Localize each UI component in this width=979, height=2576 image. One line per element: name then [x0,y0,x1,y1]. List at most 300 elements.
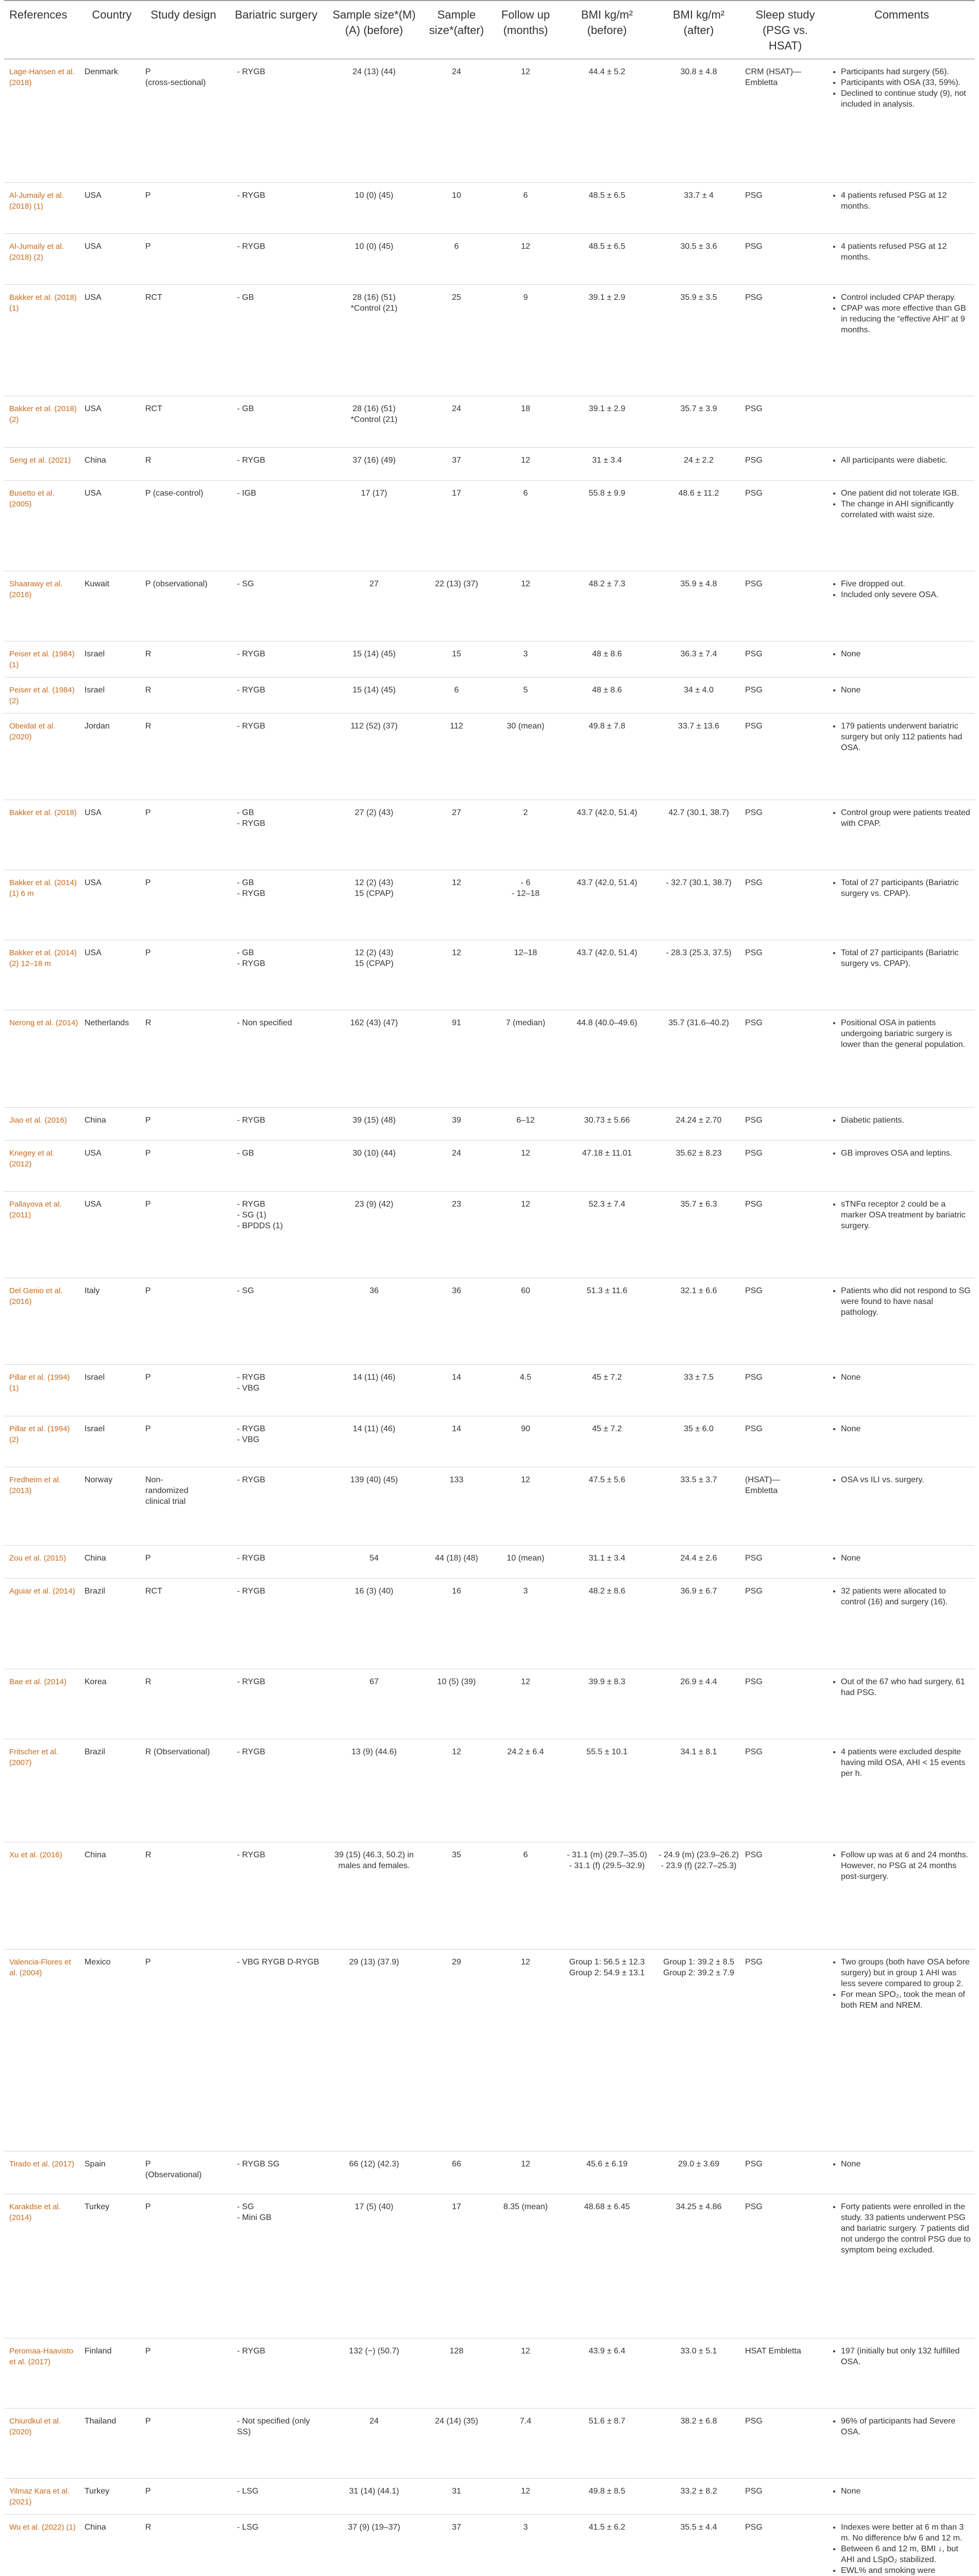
surgery-item: - IGB [237,488,325,499]
surgery-item: - RYGB [237,685,325,696]
sample-before-cell: 24 [328,2408,420,2478]
sample-before-cell: 54 [328,1545,420,1578]
bmi-after-cell: 33.7 ± 4 [655,183,742,234]
reference-link[interactable]: Pillar et al. (1994) (1) [4,1365,81,1416]
bmi-before-cell: 48 ± 8.6 [559,677,655,713]
sleep-study-cell: PSG [742,800,829,870]
comments-cell [829,2478,975,2514]
bmi-before-cell: 48.2 ± 7.3 [559,571,655,641]
comments-list [832,1553,972,1564]
sample-before-cell: 29 (13) (37.9) [328,1949,420,2151]
comment-item: • None [841,1553,972,1564]
reference-link[interactable]: Peromaa-Haavisto et al. (2017) [4,2338,81,2408]
comments-list [832,579,972,600]
comments-list [832,1018,972,1050]
comment-item: • Control group were patients treated with CPAP. [841,807,972,829]
sleep-study-cell: PSG [742,571,829,641]
reference-link[interactable]: Nerong et al. (2014) [4,1010,81,1108]
comments-cell [829,1842,975,1949]
follow-up-cell: 12 [493,1141,559,1192]
reference-link[interactable]: Xu et al. (2016) [4,1842,81,1949]
sample-before-cell: 67 [328,1669,420,1739]
bmi-after-cell: 34.25 ± 4.86 [655,2194,742,2338]
bmi-after-cell: 42.7 (30.1, 38.7) [655,800,742,870]
comment-item: • 32 patients were allocated to control (16) and surgery (16). [841,1586,972,1607]
bmi-before-cell: 48.5 ± 6.5 [559,183,655,234]
col-header-follow-up: Follow up (months) [493,1,559,59]
surgery-item: - RYGB [237,2346,325,2357]
study-design-cell: P (case-control) [142,480,225,571]
study-design-cell: P [142,940,225,1010]
surgery-list [228,2522,325,2533]
study-design-cell: P [142,2408,225,2478]
surgery-item: - LSG [237,2486,325,2497]
sample-before-cell: 15 (14) (45) [328,677,420,713]
table-row [4,1365,975,1416]
comments-list [832,1957,972,2011]
table-body [4,59,975,2576]
surgery-item: - RYGB [237,190,325,201]
comments-cell [829,480,975,571]
country-cell: Jordan [81,714,142,800]
bmi-after-cell: 35 ± 6.0 [655,1416,742,1467]
reference-link[interactable]: Fritscher et al. (2007) [4,1739,81,1842]
surgery-list [228,1423,325,1445]
bariatric-surgery-cell [225,1949,328,2151]
study-design-cell: P [142,1545,225,1578]
sample-after-cell: 37 [420,2515,493,2576]
reference-link[interactable]: Obeidat et al. (2020) [4,714,81,800]
sample-after-cell: 6 [420,234,493,285]
reference-link[interactable]: Seng et al. (2021) [4,447,81,480]
bmi-before-cell: 49.8 ± 8.5 [559,2478,655,2514]
bmi-before-cell: 39.1 ± 2.9 [559,396,655,447]
sleep-study-cell: PSG [742,447,829,480]
surgery-item: - GB [237,292,325,303]
follow-up-cell: 24.2 ± 6.4 [493,1739,559,1842]
bmi-after-cell: - 28.3 (25.3, 37.5) [655,940,742,1010]
follow-up-cell: 3 [493,2515,559,2576]
country-cell: Turkey [81,2194,142,2338]
sample-after-cell: 6 [420,677,493,713]
follow-up-cell: 6 [493,183,559,234]
surgery-item: - RYGB [237,1553,325,1564]
reference-link[interactable]: Valencia-Flores et al. (2004) [4,1949,81,2151]
country-cell: USA [81,1192,142,1278]
surgery-list [228,488,325,499]
comment-item: • For mean SPO₂, took the mean of both REM and NREM. [841,1989,972,2011]
comment-item: • Positional OSA in patients undergoing bariatric surgery is lower than the general population. [841,1018,972,1050]
sample-after-cell: 24 [420,1141,493,1192]
surgery-item: - RYGB [237,1586,325,1597]
bmi-after-cell: 36.3 ± 7.4 [655,641,742,677]
reference-link[interactable]: Busetto et al. (2005) [4,480,81,571]
follow-up-cell: 3 [493,1578,559,1669]
bmi-before-cell: 45 ± 7.2 [559,1416,655,1467]
sample-before-cell: 10 (0) (45) [328,234,420,285]
sleep-study-cell: HSAT Embletta [742,2338,829,2408]
reference-link[interactable]: Yilmaz Kara et al. (2021) [4,2478,81,2514]
surgery-list [228,2486,325,2497]
reference-link[interactable]: Peiser et al. (1984) (2) [4,677,81,713]
study-design-cell: P [142,1141,225,1192]
comments-cell [829,1278,975,1365]
bmi-after-cell: 29.0 ± 3.69 [655,2151,742,2194]
reference-link[interactable]: Al-Jumaily et al. (2018) (1) [4,183,81,234]
follow-up-cell: - 6 - 12–18 [493,870,559,940]
table-row [4,234,975,285]
comment-item: • Forty patients were enrolled in the study. 33 patients underwent PSG and bariatric surgery. 7 patients did not undergo the control PSG due to symptom being excluded. [841,2201,972,2256]
reference-link[interactable]: Peiser et al. (1984) (1) [4,641,81,677]
table-row [4,1192,975,1278]
comment-item: • Participants had surgery (56). [841,66,972,77]
sample-before-cell: 132 (−) (50.7) [328,2338,420,2408]
bmi-before-cell: 51.3 ± 11.6 [559,1278,655,1365]
bmi-after-cell: - 32.7 (30.1, 38.7) [655,870,742,940]
comments-cell [829,1416,975,1467]
reference-link[interactable]: Pillar et al. (1994) (2) [4,1416,81,1467]
sample-after-cell: 15 [420,641,493,677]
surgery-list [228,947,325,969]
reference-link[interactable]: Shaarawy et al. (2016) [4,571,81,641]
bariatric-surgery-cell [225,571,328,641]
follow-up-cell: 12 [493,1192,559,1278]
study-design-cell: P [142,2338,225,2408]
bmi-before-cell: 48.2 ± 8.6 [559,1578,655,1669]
reference-link[interactable]: Bakker et al. (2014) (1) 6 m [4,870,81,940]
follow-up-cell: 2 [493,800,559,870]
sample-before-cell: 12 (2) (43) 15 (CPAP) [328,940,420,1010]
follow-up-cell: 90 [493,1416,559,1467]
bariatric-surgery-cell [225,1010,328,1108]
surgery-item: - RYGB [237,721,325,732]
col-header-bariatric-surgery: Bariatric surgery [225,1,328,59]
bariatric-surgery-cell [225,285,328,396]
country-cell: Spain [81,2151,142,2194]
comments-list [832,190,972,212]
comments-list [832,807,972,829]
sample-after-cell: 16 [420,1578,493,1669]
bmi-before-cell: 48.68 ± 6.45 [559,2194,655,2338]
reference-link[interactable]: Pallayova et al. (2011) [4,1192,81,1278]
table-row [4,1467,975,1545]
col-header-comments: Comments [829,1,975,59]
surgery-item: - SG [237,1285,325,1296]
country-cell: Italy [81,1278,142,1365]
comment-item: • 179 patients underwent bariatric surgery but only 112 patients had OSA. [841,721,972,753]
surgery-list [228,1148,325,1159]
country-cell: USA [81,234,142,285]
sample-after-cell: 12 [420,940,493,1010]
sample-after-cell: 10 (5) (39) [420,1669,493,1739]
surgery-item: - RYGB [237,958,325,969]
sample-after-cell: 36 [420,1278,493,1365]
study-design-cell: RCT [142,396,225,447]
surgery-list [228,877,325,899]
bmi-after-cell: 34.1 ± 8.1 [655,1739,742,1842]
bariatric-surgery-cell [225,940,328,1010]
reference-link[interactable]: Kriegey et al. (2012) [4,1141,81,1192]
comments-cell [829,940,975,1010]
follow-up-cell: 12 [493,447,559,480]
bmi-after-cell: 35.9 ± 3.5 [655,285,742,396]
study-design-cell: P [142,1949,225,2151]
follow-up-cell: 8.35 (mean) [493,2194,559,2338]
follow-up-cell: 12 [493,1669,559,1739]
col-header-study-design: Study design [142,1,225,59]
table-row [4,285,975,396]
comments-cell [829,59,975,183]
country-cell: USA [81,1141,142,1192]
comments-list [832,649,972,659]
country-cell: USA [81,480,142,571]
bariatric-surgery-cell [225,1108,328,1141]
bmi-before-cell: 31 ± 3.4 [559,447,655,480]
bariatric-surgery-cell [225,2194,328,2338]
study-design-cell: P [142,800,225,870]
comments-cell [829,2408,975,2478]
comment-item: • None [841,685,972,696]
sleep-study-cell: PSG [742,2515,829,2576]
reference-link[interactable]: Bae et al. (2014) [4,1669,81,1739]
follow-up-cell: 6–12 [493,1108,559,1141]
surgery-item: - GB [237,1148,325,1159]
table-row [4,183,975,234]
surgery-item: - RYGB [237,1372,325,1383]
bmi-after-cell: 24 ± 2.2 [655,447,742,480]
comments-list [832,2201,972,2256]
country-cell: Finland [81,2338,142,2408]
surgery-list [228,2201,325,2223]
table-row [4,677,975,713]
comments-list [832,1372,972,1383]
bmi-before-cell: - 31.1 (m) (29.7–35.0) - 31.1 (f) (29.5–32.9) [559,1842,655,1949]
reference-link[interactable]: Fredheim et al. (2013) [4,1467,81,1545]
study-design-cell: P [142,234,225,285]
comments-list [832,1747,972,1779]
reference-link[interactable]: Bakker et al. (2018) [4,800,81,870]
bariatric-surgery-cell [225,1739,328,1842]
country-cell: USA [81,940,142,1010]
comments-cell [829,234,975,285]
bmi-after-cell: 33.2 ± 8.2 [655,2478,742,2514]
country-cell: Israel [81,641,142,677]
sample-before-cell: 14 (11) (46) [328,1365,420,1416]
reference-link[interactable]: Del Genio et al. (2016) [4,1278,81,1365]
sample-before-cell: 37 (16) (49) [328,447,420,480]
sleep-study-cell: PSG [742,183,829,234]
bariatric-surgery-cell [225,234,328,285]
country-cell: China [81,1108,142,1141]
bmi-before-cell: 43.7 (42.0, 51.4) [559,940,655,1010]
reference-link[interactable]: Jiao et al. (2016) [4,1108,81,1141]
studies-table [4,0,975,2576]
table-row [4,800,975,870]
comment-item: • Five dropped out. [841,579,972,589]
table-row [4,940,975,1010]
sample-before-cell: 14 (11) (46) [328,1416,420,1467]
sample-after-cell: 12 [420,870,493,940]
bmi-before-cell: 44.8 (40.0–49.6) [559,1010,655,1108]
comments-cell [829,1739,975,1842]
follow-up-cell: 9 [493,285,559,396]
comments-list [832,2416,972,2437]
surgery-item: - RYGB [237,888,325,899]
surgery-list [228,241,325,252]
bariatric-surgery-cell [225,1278,328,1365]
country-cell: USA [81,396,142,447]
comments-cell [829,1365,975,1416]
comments-list [832,292,972,335]
reference-link[interactable]: Bakker et al. (2018) (2) [4,396,81,447]
table-row [4,2408,975,2478]
surgery-item: - SG [237,2201,325,2212]
reference-link[interactable]: Al-Jumaily et al. (2018) (2) [4,234,81,285]
country-cell: Turkey [81,2478,142,2514]
sample-after-cell: 128 [420,2338,493,2408]
study-design-cell: R [142,1669,225,1739]
table-row [4,714,975,800]
study-design-cell: P [142,2194,225,2338]
sleep-study-cell: PSG [742,480,829,571]
surgery-item: - RYGB [237,455,325,466]
bmi-before-cell: 51.6 ± 8.7 [559,2408,655,2478]
study-design-cell: P [142,183,225,234]
follow-up-cell: 12 [493,2478,559,2514]
reference-link[interactable]: Lage-Hansen et al. (2018) [4,59,81,183]
sample-before-cell: 12 (2) (43) 15 (CPAP) [328,870,420,940]
comments-list [832,2486,972,2497]
comment-item: • Out of the 67 who had surgery, 61 had PSG. [841,1676,972,1698]
comment-item: • CPAP was more effective than GB in reducing the “effective AHI” at 9 months. [841,303,972,335]
surgery-item: - RYGB SG [237,2159,325,2170]
comments-cell [829,183,975,234]
bariatric-surgery-cell [225,59,328,183]
surgery-list [228,1285,325,1296]
comments-list [832,241,972,263]
table-row [4,2151,975,2194]
col-header-sleep-study: Sleep study (PSG vs. HSAT) [742,1,829,59]
sample-before-cell: 31 (14) (44.1) [328,2478,420,2514]
bmi-after-cell: 34 ± 4.0 [655,677,742,713]
bmi-after-cell: 32.1 ± 6.6 [655,1278,742,1365]
bariatric-surgery-cell [225,1578,328,1669]
surgery-item: - RYGB [237,649,325,659]
sample-after-cell: 25 [420,285,493,396]
reference-link[interactable]: Wu et al. (2022) (1) [4,2515,81,2576]
bariatric-surgery-cell [225,1545,328,1578]
comment-item: • None [841,649,972,659]
bmi-before-cell: 30.73 ± 5.66 [559,1108,655,1141]
follow-up-cell: 30 (mean) [493,714,559,800]
table-row [4,1010,975,1108]
bmi-after-cell: 35.7 ± 6.3 [655,1192,742,1278]
sleep-study-cell: PSG [742,285,829,396]
comments-list [832,2522,972,2576]
country-cell: Brazil [81,1578,142,1669]
surgery-list [228,649,325,659]
bmi-after-cell: 33 ± 7.5 [655,1365,742,1416]
reference-link[interactable]: Tirado et al. (2017) [4,2151,81,2194]
surgery-list [228,721,325,732]
study-design-cell: R [142,1010,225,1108]
sample-before-cell: 39 (15) (46.3, 50.2) in males and females. [328,1842,420,1949]
bmi-before-cell: 43.7 (42.0, 51.4) [559,800,655,870]
surgery-list [228,403,325,414]
bmi-before-cell: 39.1 ± 2.9 [559,285,655,396]
bmi-before-cell: 39.9 ± 8.3 [559,1669,655,1739]
country-cell: Thailand [81,2408,142,2478]
table-row [4,1578,975,1669]
sample-before-cell: 112 (52) (37) [328,714,420,800]
country-cell: Kuwait [81,571,142,641]
bariatric-surgery-cell [225,183,328,234]
surgery-list [228,1475,325,1485]
surgery-item: - VBG RYGB D-RYGB [237,1957,325,1968]
comment-item: • All participants were diabetic. [841,455,972,466]
reference-link[interactable]: Aguiar et al. (2014) [4,1578,81,1669]
table-row [4,1842,975,1949]
bariatric-surgery-cell [225,1365,328,1416]
surgery-item: - RYGB [237,66,325,77]
sample-before-cell: 39 (15) (48) [328,1108,420,1141]
comment-item: • OSA vs ILI vs. surgery. [841,1475,972,1485]
country-cell: Israel [81,1365,142,1416]
table-row [4,870,975,940]
sample-after-cell: 14 [420,1416,493,1467]
sample-after-cell: 14 [420,1365,493,1416]
bmi-after-cell: 33.7 ± 13.6 [655,714,742,800]
reference-link[interactable]: Karakdse et al. (2014) [4,2194,81,2338]
country-cell: Israel [81,677,142,713]
comments-cell [829,1192,975,1278]
surgery-item: - RYGB [237,1747,325,1757]
reference-link[interactable]: Bakker et al. (2014) (2) 12–18 m [4,940,81,1010]
sleep-study-cell: PSG [742,1108,829,1141]
surgery-list [228,2159,325,2170]
surgery-item: - RYGB [237,1115,325,1126]
comment-item: • None [841,2486,972,2497]
reference-link[interactable]: Zou et al. (2015) [4,1545,81,1578]
reference-link[interactable]: Chiurdkul et al. (2020) [4,2408,81,2478]
table-row [4,1739,975,1842]
sleep-study-cell: PSG [742,234,829,285]
col-header-bmi-after: BMI kg/m² (after) [655,1,742,59]
surgery-item: - RYGB [237,1199,325,1210]
sleep-study-cell: PSG [742,2478,829,2514]
study-design-cell: R [142,2515,225,2576]
bmi-after-cell: 26.9 ± 4.4 [655,1669,742,1739]
bariatric-surgery-cell [225,1842,328,1949]
follow-up-cell: 10 (mean) [493,1545,559,1578]
follow-up-cell: 6 [493,480,559,571]
surgery-item: - BPDDS (1) [237,1221,325,1231]
bariatric-surgery-cell [225,2408,328,2478]
surgery-item: - SG (1) [237,1210,325,1221]
bmi-after-cell: 30.8 ± 4.8 [655,59,742,183]
comments-cell [829,677,975,713]
reference-link[interactable]: Bakker et al. (2018) (1) [4,285,81,396]
sample-before-cell: 162 (43) (47) [328,1010,420,1108]
table-row [4,1416,975,1467]
follow-up-cell: 3 [493,641,559,677]
comments-list [832,2346,972,2367]
comments-cell [829,1949,975,2151]
sleep-study-cell: (HSAT)— Embletta [742,1467,829,1545]
study-design-cell: Non- randomized clinical trial [142,1467,225,1545]
follow-up-cell: 12 [493,2338,559,2408]
sample-after-cell: 17 [420,2194,493,2338]
